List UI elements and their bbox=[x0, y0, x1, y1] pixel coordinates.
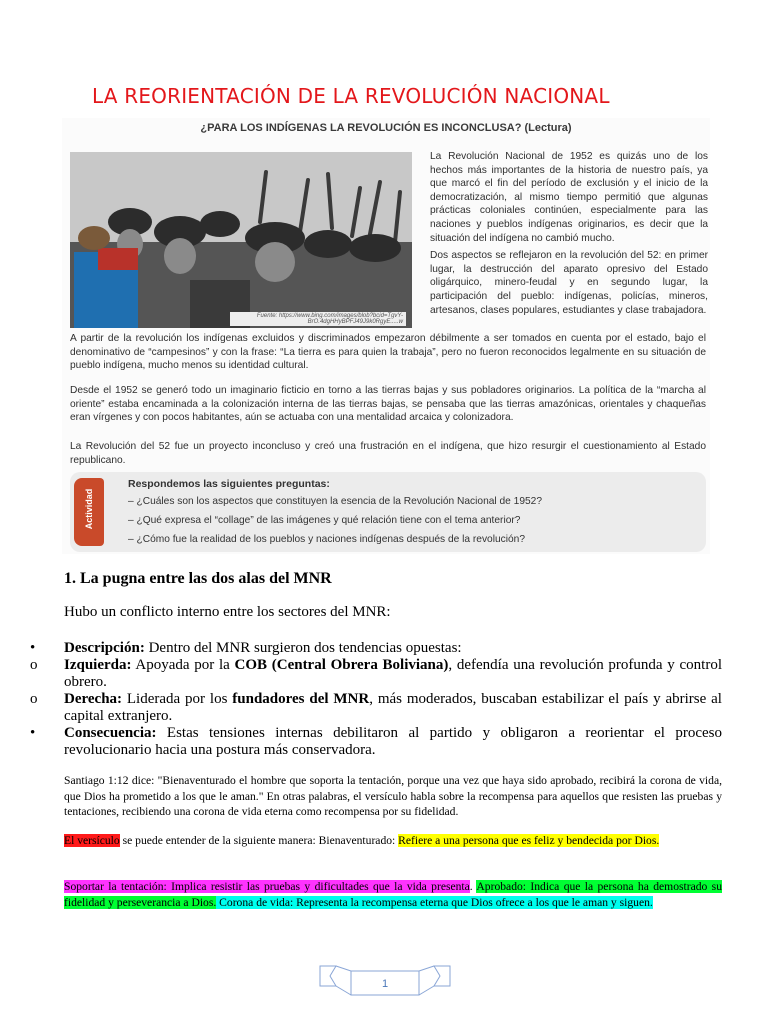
activity-question: – ¿Cuáles son los aspectos que constituyen la esencia de la Revolución Nacional de 1952? bbox=[128, 496, 542, 507]
lecture-title: ¿PARA LOS INDÍGENAS LA REVOLUCIÓN ES INCONCLUSA? (Lectura) bbox=[200, 122, 572, 134]
lecture-paragraph: La Revolución Nacional de 1952 es quizás uno de los hechos más importantes de la historia de nuestro país, ya que marcó el fin del período de exclusión y el inicio de la democratización, al mismo tiempo permitió que algunas prácticas coloniales continúen, especialmente para las naciones y pueblos indígenas originarios, es decir que la situación del indígena no cambió mucho. bbox=[430, 151, 708, 244]
section-intro: Hubo un conflicto interno entre los sectores del MNR: bbox=[64, 604, 391, 620]
activity-question: – ¿Qué expresa el “collage” de las imágenes y qué relación tiene con el tema anterior? bbox=[128, 515, 521, 526]
highlight-cyan: Corona de vida: Representa la recompensa eterna que Dios ofrece a los que le aman y siguen. bbox=[216, 895, 653, 909]
list-item-description bbox=[64, 640, 722, 657]
section-heading: 1. La pugna entre las dos alas del MNR bbox=[64, 570, 332, 587]
lecture-right-column bbox=[430, 150, 708, 321]
item-label: Derecha: bbox=[64, 691, 123, 707]
verse-paragraph bbox=[64, 833, 722, 849]
page-title: LA REORIENTACIÓN DE LA REVOLUCIÓN NACIONAL bbox=[92, 84, 610, 108]
bullet-marker: • bbox=[30, 640, 36, 656]
item-label: Consecuencia: bbox=[64, 725, 157, 741]
item-text: Apoyada por la bbox=[131, 657, 235, 673]
highlight-green: Aprobado: Indica que la persona ha demostrado su fidelidad y perseverancia a Dios. bbox=[64, 880, 722, 909]
highlight-yellow: Refiere a una persona que es feliz y bendecida por Dios. bbox=[398, 834, 660, 847]
list-item-consequence bbox=[64, 725, 722, 759]
item-text: Liderada por los bbox=[122, 691, 233, 707]
meaning-paragraph bbox=[64, 879, 722, 910]
lecture-paragraph: A partir de la revolución los indígenas excluidos y discriminados empezaron débilmente a ser tomados en cuenta por el estado, bajo el denominativo de “campesinos” y con la frase: “La tierra es para quien la trabaja”, pero no fueron reconocidos legalmente en su situación de pueblo indígena, mucho menos su identidad cultural. bbox=[70, 333, 706, 372]
page-number: 1 bbox=[381, 978, 389, 990]
list-item-left-wing bbox=[64, 657, 722, 691]
activity-tab bbox=[74, 478, 104, 546]
activity-heading: Respondemos las siguientes preguntas: bbox=[128, 478, 330, 490]
activity-tab-label: Actividad bbox=[84, 488, 94, 530]
list-item-right-wing bbox=[64, 691, 722, 725]
verse-plain: se puede entender de la siguiente manera: Bienaventurado: bbox=[119, 834, 399, 847]
bullet-marker: o bbox=[30, 657, 38, 673]
activity-box bbox=[70, 472, 706, 552]
item-text: Estas tensiones internas debilitaron al partido y obligaron a reorientar el proceso revolucionario hacia una postura más conservadora. bbox=[64, 725, 722, 758]
item-label: Descripción: bbox=[64, 640, 145, 656]
crowd-illustration bbox=[70, 152, 412, 328]
item-text: , defendía una revolución profunda y control obrero. bbox=[64, 657, 722, 690]
highlight-red: El versículo bbox=[64, 834, 120, 847]
photo-source-caption: Fuente: https://www.bing.com/images/blob?bcid=TgvY-BrO.4dgHHyBPFJ49J9k0RgyE.....w bbox=[230, 312, 406, 326]
santiago-paragraph: Santiago 1:12 dice: "Bienaventurado el hombre que soporta la tentación, porque una vez que haya sido aprobado, recibirá la corona de vida, que Dios ha prometido a los que le aman." En otras palabras, el versículo habla sobre la recompensa para aquellos que resisten las pruebas y tentaciones, recibiendo una corona de vida eterna como recompensa por su fidelidad. bbox=[64, 774, 722, 818]
scanned-lecture-image bbox=[62, 118, 710, 554]
lecture-paragraph: Dos aspectos se reflejaron en la revolución del 52: en primer lugar, la destrucción del aparato opresivo del Estado oligárquico, minero-feudal y en segundo lugar, la participación del pueblo: indígenas, policías, mineros, artesanos, clases populares, estudiantes y clase trabajadora. bbox=[430, 250, 708, 316]
item-bold: fundadores del MNR bbox=[232, 691, 370, 707]
highlight-magenta: Soportar la tentación: Implica resistir las pruebas y dificultades que la vida presenta bbox=[64, 880, 470, 893]
lecture-paragraph: Desde el 1952 se generó todo un imaginario ficticio en torno a las tierras bajas y sus pobladores originarios. La política de la “marcha al oriente” estaba encaminada a la colonización interna de las tierras bajas, se pensaba que las tierras amazónicas, orientales y chaqueñas eran vírgenes y con pocos habitantes, aún se actuaba con una mentalidad arcaica y colonizadora. bbox=[70, 385, 706, 424]
bullet-marker: • bbox=[30, 725, 36, 741]
item-bold: COB (Central Obrera Boliviana) bbox=[234, 657, 449, 673]
item-text: Dentro del MNR surgieron dos tendencias opuestas: bbox=[144, 640, 462, 656]
bullet-marker: o bbox=[30, 691, 38, 707]
activity-question: – ¿Cómo fue la realidad de los pueblos y naciones indígenas después de la revolución? bbox=[128, 534, 526, 545]
item-label: Izquierda: bbox=[64, 657, 132, 673]
page-number-footer bbox=[318, 962, 452, 996]
lecture-paragraph: La Revolución del 52 fue un proyecto inconcluso y creó una frustración en el indígena, que hizo resurgir el cuestionamiento al Estado republicano. bbox=[70, 441, 706, 466]
item-text: , más moderados, buscaban estabilizar el país y abrirse al capital extranjero. bbox=[64, 691, 722, 724]
revolution-photo bbox=[70, 152, 412, 328]
meaning-dot: . bbox=[469, 880, 477, 893]
